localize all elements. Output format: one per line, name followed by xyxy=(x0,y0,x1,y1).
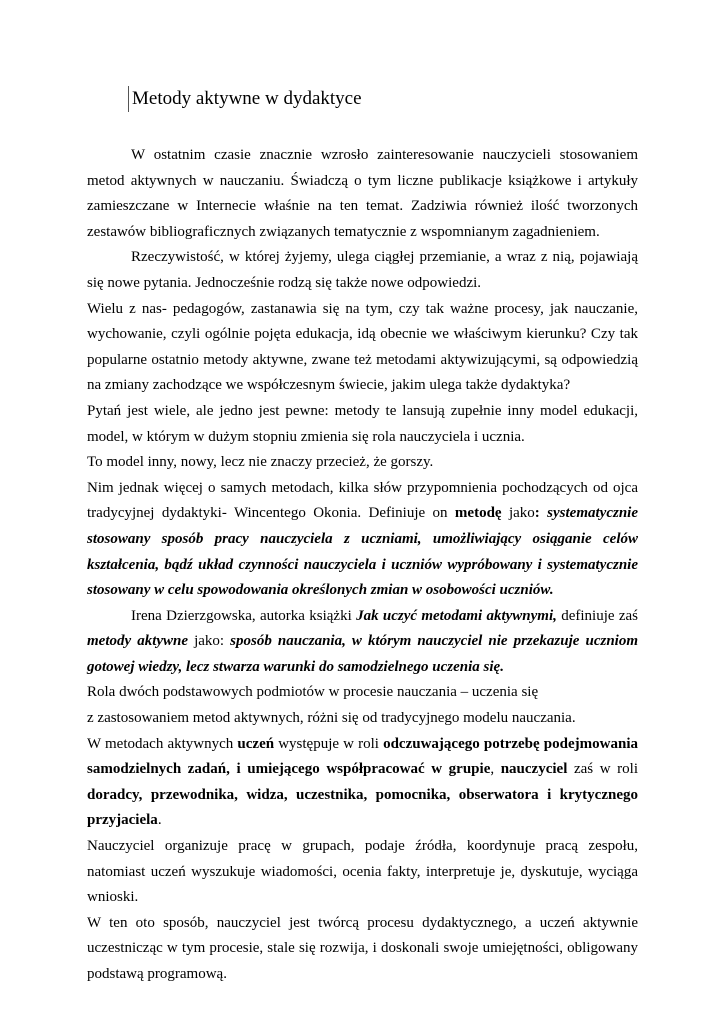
paragraph-new-model: To model inny, nowy, lecz nie znaczy przecież, że gorszy. xyxy=(87,454,434,471)
text-run: Nim jednak więcej o samych metodach, kilka słów przypomnienia pochodzących od ojca tradycyjnej dydaktyki- Wincentego Okonia. Definiuje on xyxy=(87,479,638,522)
book-title: Jak uczyć metodami aktywnymi, xyxy=(356,607,557,624)
paragraph-roles-line1: Rola dwóch podstawowych podmiotów w procesie nauczania – uczenia się xyxy=(87,684,539,701)
text-run: W metodach aktywnych xyxy=(87,735,238,752)
paragraph-roles-line2: z zastosowaniem metod aktywnych, różni się od tradycyjnego modelu nauczania. xyxy=(87,710,576,727)
document-body xyxy=(87,143,638,988)
paragraph-model: Pytań jest wiele, ale jedno jest pewne: metody te lansują zupełnie inny model edukacji, model, w którym w dużym stopniu zmienia się rola nauczyciela i ucznia. xyxy=(87,402,638,445)
bold-term: uczeń xyxy=(237,735,275,752)
text-run: . xyxy=(157,812,162,829)
text-run: , xyxy=(490,761,501,778)
paragraph-questions: Wielu z nas- pedagogów, zastanawia się na tym, czy tak ważne procesy, jak nauczanie, wychowanie, czyli ogólnie pojęta edukacja, idą obecnie we właściwym kierunku? Czy tak popularne ostatnio metody aktywne, zwane też metodami aktywizującymi, są odpowiedzią na zmiany zachodzące we współczesnym świecie, jakim ulega także dydaktyka? xyxy=(87,300,638,394)
paragraph-roles-description xyxy=(87,732,638,834)
definition-quote: systematycznie stosowany sposób pracy nauczyciela z uczniami, umożliwiający osiąganie celów kształcenia, bądź układ czynności nauczyciela i uczniów wypróbowany i systematycznie stosowany w celu spowodowania określonych zmian w osobowości uczniów. xyxy=(87,505,638,599)
bold-phrase: odczuwającego potrzebę podejmowania samodzielnych zadań, i umiejącego współpracować w grupie xyxy=(87,735,638,778)
text-run: jako xyxy=(501,505,535,522)
text-run: definiuje zaś xyxy=(556,607,638,624)
paragraph-okon-definition xyxy=(87,476,638,604)
paragraph-reality: Rzeczywistość, w której żyjemy, ulega ciągłej przemianie, a wraz z nią, pojawiają się nowe pytania. Jednocześnie rodzą się także nowe odpowiedzi. xyxy=(87,249,638,291)
paragraph-conclusion: W ten oto sposób, nauczyciel jest twórcą procesu dydaktycznego, a uczeń aktywnie uczestnicząc w tym procesie, stale się rozwija, i doskonali swoje umiejętności, obligowany podstawą programową. xyxy=(87,914,638,982)
paragraph-dzierzgowska-definition xyxy=(87,604,638,681)
text-run: występuje w roli xyxy=(274,735,384,752)
bold-term: metody aktywne xyxy=(87,633,189,650)
paragraph-teacher-tasks: Nauczyciel organizuje pracę w grupach, podaje źródła, koordynuje pracą zespołu, natomiast uczeń wyszukuje wiadomości, ocenia fakty, interpretuje je, dyskutuje, wyciąga wnioski. xyxy=(87,838,638,906)
bold-term: nauczyciel xyxy=(500,761,568,778)
text-run: jako: xyxy=(188,633,231,650)
definition-quote: sposób nauczania, w którym nauczyciel nie przekazuje uczniom gotowej wiedzy, lecz stwarza warunki do samodzielnego uczenia się. xyxy=(87,633,638,675)
bold-phrase: doradcy, przewodnika, widza, uczestnika, pomocnika, obserwatora i krytycznego przyjaciela xyxy=(87,786,638,829)
bold-term: metodę xyxy=(454,505,502,522)
document-title: Metody aktywne w dydaktyce xyxy=(128,86,362,112)
bold-colon: : xyxy=(534,505,540,522)
text-run: Irena Dzierzgowska, autorka książki xyxy=(131,607,357,624)
text-run: zaś w roli xyxy=(567,761,638,778)
paragraph-intro: W ostatnim czasie znacznie wzrosło zainteresowanie nauczycieli stosowaniem metod aktywnych w nauczaniu. Świadczą o tym liczne publikacje książkowe i artykuły zamieszczane w Internecie właśnie na ten temat. Zadziwia również ilość tworzonych zestawów bibliograficznych związanych tematycznie z wspomnianym zagadnieniem. xyxy=(87,147,638,240)
